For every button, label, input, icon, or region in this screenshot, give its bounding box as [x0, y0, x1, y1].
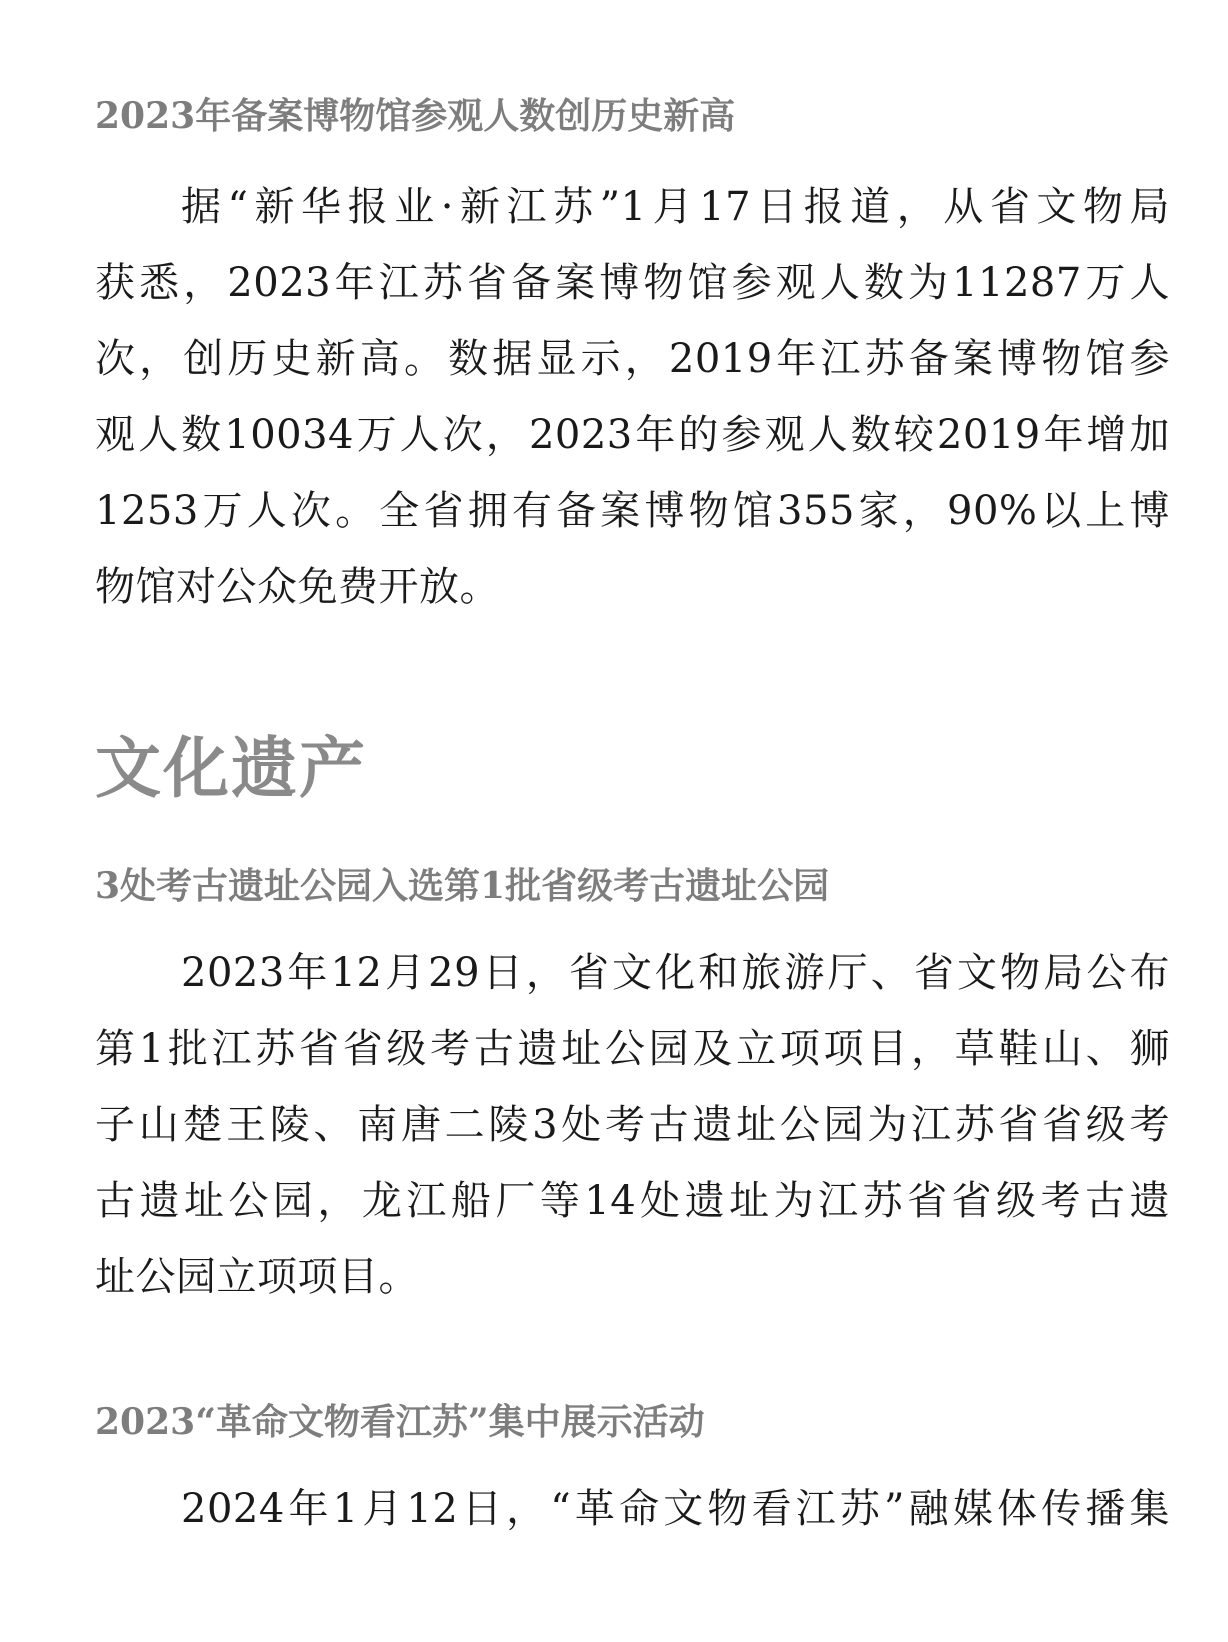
article-museum-line-1: 据“新华报业·新江苏”1月17日报道，从省文物局: [181, 184, 1170, 230]
article-title-archaeological-parks: 3处考古遗址公园入选第1批省级考古遗址公园: [95, 865, 830, 907]
article-museum-line-4: 观人数10034万人次，2023年的参观人数较2019年增加: [95, 412, 1170, 458]
article-parks-line-4: 古遗址公园，龙江船厂等14处遗址为江苏省省级考古遗: [95, 1178, 1170, 1224]
article-parks-line-5: 址公园立项项目。: [95, 1254, 419, 1300]
article-parks-line-3: 子山楚王陵、南唐二陵3处考古遗址公园为江苏省省级考: [95, 1102, 1170, 1148]
article-museum-line-3: 次，创历史新高。数据显示，2019年江苏备案博物馆参: [95, 336, 1170, 382]
article-parks-line-1: 2023年12月29日，省文化和旅游厅、省文物局公布: [181, 950, 1170, 996]
article-relics-line-1: 2024年1月12日，“革命文物看江苏”融媒体传播集: [181, 1486, 1170, 1532]
article-museum-line-2: 获悉，2023年江苏省备案博物馆参观人数为11287万人: [95, 260, 1170, 306]
article-title-museum-visitors: 2023年备案博物馆参观人数创历史新高: [95, 95, 736, 137]
article-museum-line-6: 物馆对公众免费开放。: [95, 564, 500, 610]
section-title-cultural-heritage: 文化遗产: [95, 730, 367, 807]
article-parks-line-2: 第1批江苏省省级考古遗址公园及立项项目，草鞋山、狮: [95, 1026, 1170, 1072]
article-title-revolutionary-relics: 2023“革命文物看江苏”集中展示活动: [95, 1401, 705, 1443]
article-museum-line-5: 1253万人次。全省拥有备案博物馆355家，90%以上博: [95, 488, 1170, 534]
